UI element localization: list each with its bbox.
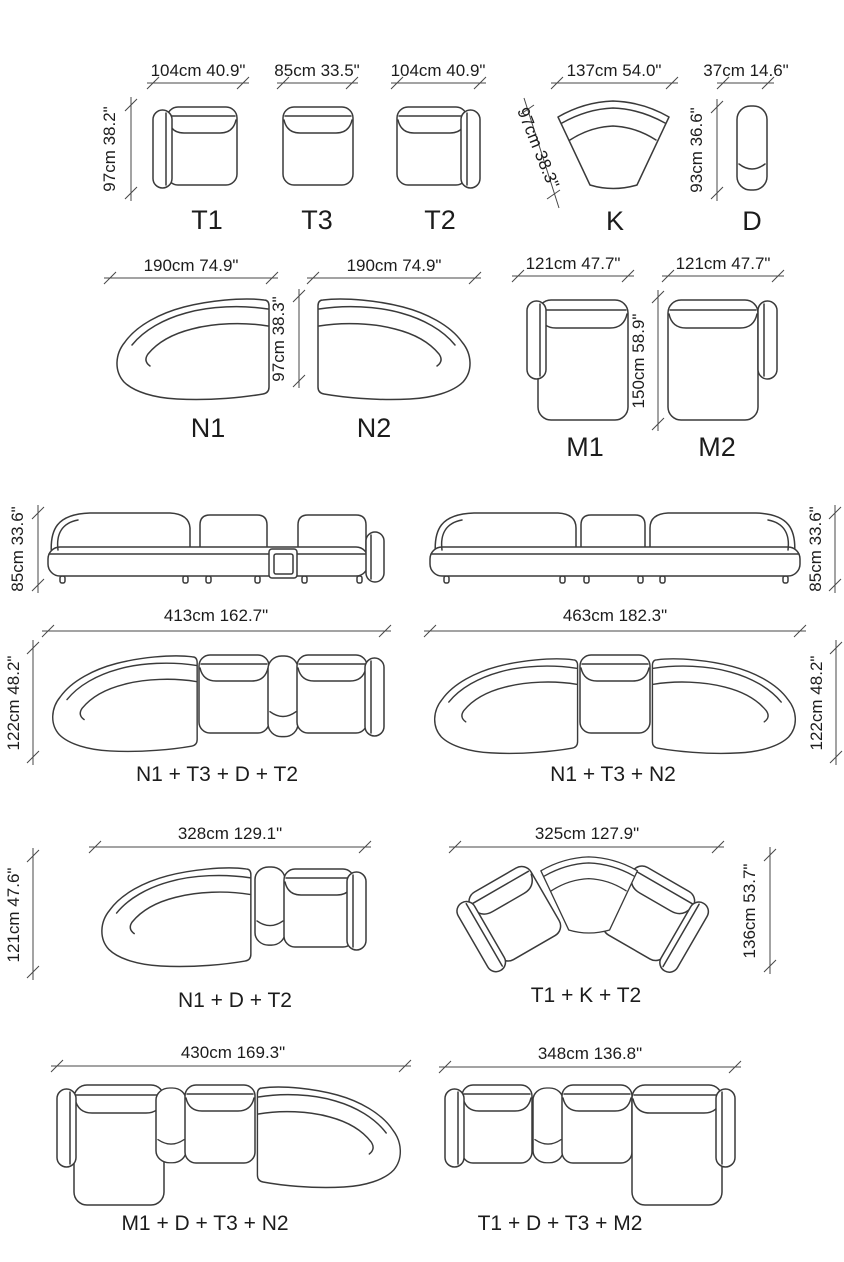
- elevation-left-height-dimline: [32, 505, 44, 593]
- module-n1-drawing: [117, 299, 269, 400]
- n1-label: N1: [190, 413, 226, 443]
- t3-width-dim: 85cm 33.5": [274, 61, 360, 80]
- c4-width-dim: 325cm 127.9": [534, 824, 640, 843]
- c4-depth-dim: 136cm 53.7": [740, 863, 759, 959]
- elevation-right-height-dim: 85cm 33.6": [806, 506, 825, 592]
- module-t3-drawing: [283, 107, 353, 185]
- c3-label: N1 + D + T2: [177, 989, 293, 1012]
- c4-depth-dimline: [764, 847, 776, 974]
- module-m2-drawing: [668, 300, 777, 420]
- combo-c2-drawing: [435, 655, 796, 753]
- n2-width-dim: 190cm 74.9": [346, 256, 442, 275]
- n-height-dim: 97cm 38.3": [269, 296, 288, 382]
- m-height-dimline: [652, 290, 664, 431]
- d-height-dim: 93cm 36.6": [687, 107, 706, 193]
- elevation-left-width-dim: 413cm 162.7": [163, 606, 269, 625]
- c4-label: T1 + K + T2: [530, 984, 642, 1007]
- c6-width-dim: 348cm 136.8": [537, 1044, 643, 1063]
- combo-c6-drawing: [445, 1085, 735, 1205]
- combo-c5-drawing: [57, 1085, 400, 1205]
- t1-width-dim: 104cm 40.9": [150, 61, 246, 80]
- c2-label: N1 + T3 + N2: [550, 763, 676, 786]
- elevation-right-width-dimline: [424, 625, 806, 637]
- c3-depth-dimline: [27, 848, 39, 980]
- c5-width-dim: 430cm 169.3": [180, 1043, 286, 1062]
- d-width-dim: 37cm 14.6": [703, 61, 789, 80]
- module-d-drawing: [737, 106, 767, 190]
- n1-width-dim: 190cm 74.9": [143, 256, 239, 275]
- t3-label: T3: [301, 205, 333, 235]
- k-label: K: [605, 206, 625, 236]
- c6-label: T1 + D + T3 + M2: [477, 1212, 643, 1235]
- k-width-dim: 137cm 54.0": [566, 61, 662, 80]
- t2-label: T2: [424, 205, 456, 235]
- elevation-right-height-dimline: [829, 505, 841, 593]
- c2-depth-dim: 122cm 48.2": [807, 655, 826, 751]
- elevation-right-drawing: [430, 513, 800, 583]
- m1-label: M1: [566, 432, 604, 462]
- d-label: D: [742, 206, 762, 236]
- n-height-dimline: [293, 289, 305, 388]
- module-k-drawing: [558, 101, 669, 189]
- c2-depth-dimline: [830, 640, 842, 765]
- k-depth-dim: 97cm 38.3": [513, 104, 563, 192]
- m2-label: M2: [698, 432, 736, 462]
- t1-height-dimline: [125, 97, 137, 201]
- elevation-left-height-dim: 85cm 33.6": [8, 506, 27, 592]
- c1-label: N1 + T3 + D + T2: [135, 763, 299, 786]
- t1-label: T1: [191, 205, 223, 235]
- c5-label: M1 + D + T3 + N2: [121, 1212, 289, 1235]
- combo-c4-drawing: [452, 857, 713, 976]
- elevation-right-width-dim: 463cm 182.3": [562, 606, 668, 625]
- combo-c3-drawing: [102, 867, 366, 966]
- c1-depth-dim: 122cm 48.2": [4, 655, 23, 751]
- module-t2-drawing: [397, 107, 480, 188]
- combo-c1-drawing: [53, 655, 384, 751]
- c3-depth-dim: 121cm 47.6": [4, 867, 23, 963]
- t2-width-dim: 104cm 40.9": [390, 61, 486, 80]
- d-height-dimline: [711, 99, 723, 201]
- elevation-left-width-dimline: [42, 625, 391, 637]
- n2-label: N2: [356, 413, 392, 443]
- elevation-left-drawing: [48, 513, 384, 583]
- t1-height-dim: 97cm 38.2": [100, 106, 119, 192]
- c3-width-dim: 328cm 129.1": [177, 824, 283, 843]
- module-m1-drawing: [527, 300, 628, 420]
- m-height-dim: 150cm 58.9": [629, 313, 648, 409]
- module-n2-drawing: [318, 299, 470, 400]
- m2-width-dim: 121cm 47.7": [675, 254, 771, 273]
- module-t1-drawing: [153, 107, 237, 188]
- c1-depth-dimline: [27, 640, 39, 765]
- m1-width-dim: 121cm 47.7": [525, 254, 621, 273]
